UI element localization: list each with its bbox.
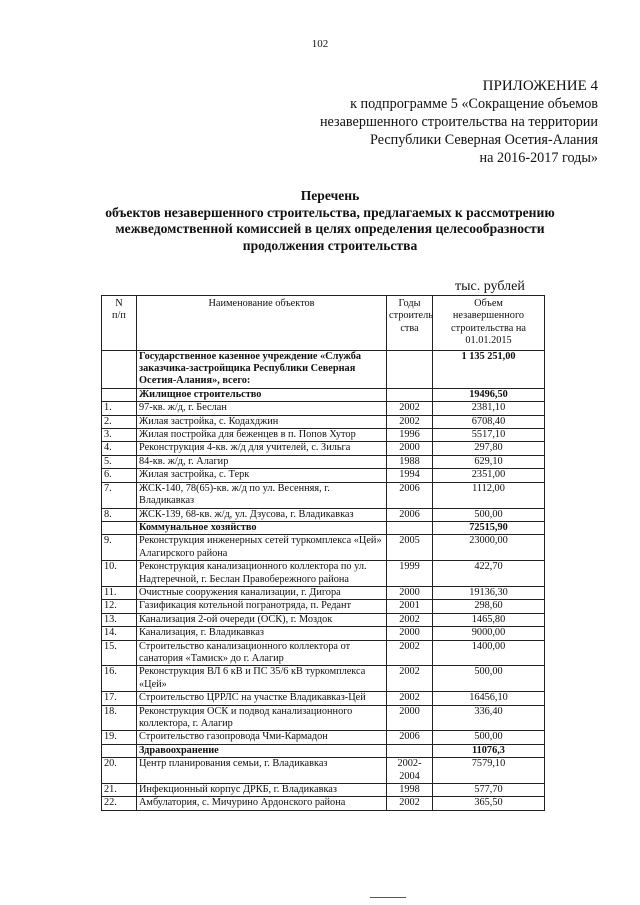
table-row bbox=[102, 535, 545, 561]
object-name: Реконструкция 4-кв. ж/д для учителей, с. Зильга bbox=[137, 442, 387, 455]
appendix-line: Республики Северная Осетия-Алания bbox=[369, 132, 598, 148]
object-name: Коммунальное хозяйство bbox=[137, 521, 387, 534]
header-number-text: N п/п bbox=[112, 298, 126, 322]
table-row bbox=[102, 586, 545, 599]
unfinished-volume: 1465,80 bbox=[433, 613, 545, 626]
table-row bbox=[102, 692, 545, 705]
construction-years: 1998 bbox=[387, 784, 433, 797]
page-number: 102 bbox=[311, 38, 329, 50]
table-row bbox=[102, 640, 545, 666]
header-years bbox=[387, 296, 433, 351]
heading-line: объектов незавершенного строительства, предлагаемых к рассмотрению bbox=[105, 204, 555, 220]
table-row bbox=[102, 469, 545, 482]
row-number: 13. bbox=[102, 613, 137, 626]
row-number: 15. bbox=[102, 640, 137, 666]
unfinished-volume: 298,60 bbox=[433, 600, 545, 613]
row-number bbox=[102, 744, 137, 757]
row-number: 19. bbox=[102, 731, 137, 744]
header-name-text: Наименование объектов bbox=[208, 298, 315, 309]
object-name: Амбулатория, с. Мичурино Ардонского района bbox=[137, 797, 387, 810]
object-name: Жилищное строительство bbox=[137, 388, 387, 401]
heading-line: продолжения строительства bbox=[242, 237, 418, 253]
appendix-line: незавершенного строительства на территории bbox=[319, 114, 598, 130]
document-heading bbox=[40, 188, 620, 254]
table-row bbox=[102, 744, 545, 757]
header-value bbox=[433, 296, 545, 351]
unfinished-volume: 5517,10 bbox=[433, 429, 545, 442]
appendix-title: ПРИЛОЖЕНИЕ 4 bbox=[482, 78, 598, 94]
construction-years: 2002- 2004 bbox=[387, 758, 433, 784]
unfinished-volume: 500,00 bbox=[433, 666, 545, 692]
construction-years: 2005 bbox=[387, 535, 433, 561]
table-row bbox=[102, 388, 545, 401]
object-name: Реконструкция ВЛ 6 кВ и ПС 35/6 кВ туркомплекса «Цей» bbox=[137, 666, 387, 692]
table-header-row bbox=[102, 296, 545, 351]
table-row bbox=[102, 521, 545, 534]
construction-years: 2000 bbox=[387, 442, 433, 455]
unfinished-volume: 629,10 bbox=[433, 455, 545, 468]
construction-years: 2000 bbox=[387, 627, 433, 640]
object-name: Государственное казенное учреждение «Служба заказчика-застройщика Республики Северная Осетия-Алания», всего: bbox=[137, 350, 387, 388]
row-number: 1. bbox=[102, 402, 137, 415]
object-name: Центр планирования семьи, г. Владикавказ bbox=[137, 758, 387, 784]
unfinished-volume: 577,70 bbox=[433, 784, 545, 797]
row-number: 17. bbox=[102, 692, 137, 705]
row-number: 6. bbox=[102, 469, 137, 482]
row-number: 21. bbox=[102, 784, 137, 797]
table-row bbox=[102, 797, 545, 810]
object-name: Инфекционный корпус ДРКБ, г. Владикавказ bbox=[137, 784, 387, 797]
object-name: Жилая постройка для беженцев в п. Попов Хутор bbox=[137, 429, 387, 442]
construction-years: 1988 bbox=[387, 455, 433, 468]
table-row bbox=[102, 561, 545, 587]
appendix-line: на 2016-2017 годы» bbox=[479, 150, 598, 166]
appendix-line: к подпрограмме 5 «Сокращение объемов bbox=[350, 96, 598, 112]
construction-years bbox=[387, 350, 433, 388]
row-number bbox=[102, 521, 137, 534]
unfinished-volume: 1112,00 bbox=[433, 482, 545, 508]
page-bottom-mark bbox=[370, 897, 406, 898]
row-number: 16. bbox=[102, 666, 137, 692]
unfinished-volume: 16456,10 bbox=[433, 692, 545, 705]
header-value-text: Объем незавершенного строительства на 01.01.2015 bbox=[451, 298, 526, 347]
unfinished-volume: 2351,00 bbox=[433, 469, 545, 482]
construction-years bbox=[387, 388, 433, 401]
table-row bbox=[102, 758, 545, 784]
unfinished-volume: 11076,3 bbox=[433, 744, 545, 757]
object-name: Жилая застройка, с. Терк bbox=[137, 469, 387, 482]
construction-years: 2000 bbox=[387, 705, 433, 731]
object-name: Жилая застройка, с. Кодахджин bbox=[137, 415, 387, 428]
row-number: 22. bbox=[102, 797, 137, 810]
table-row bbox=[102, 402, 545, 415]
table-row bbox=[102, 455, 545, 468]
unfinished-volume: 23000,00 bbox=[433, 535, 545, 561]
construction-years: 2002 bbox=[387, 666, 433, 692]
object-name: ЖСК-140, 78(65)-кв. ж/д по ул. Весенняя, г. Владикавказ bbox=[137, 482, 387, 508]
heading-line: межведомственной комиссией в целях определения целесообразности bbox=[115, 221, 545, 237]
object-name: Строительство газопровода Чми-Кармадон bbox=[137, 731, 387, 744]
construction-years: 2000 bbox=[387, 586, 433, 599]
construction-years: 2006 bbox=[387, 482, 433, 508]
unfinished-volume: 9000,00 bbox=[433, 627, 545, 640]
table-row bbox=[102, 600, 545, 613]
construction-years: 2002 bbox=[387, 613, 433, 626]
construction-years: 2002 bbox=[387, 692, 433, 705]
table-row bbox=[102, 705, 545, 731]
construction-years: 1996 bbox=[387, 429, 433, 442]
object-name: Канализация 2-ой очереди (ОСК), г. Моздок bbox=[137, 613, 387, 626]
header-years-text: Годы строитель ства bbox=[389, 298, 433, 334]
row-number: 18. bbox=[102, 705, 137, 731]
object-name: ЖСК-139, 68-кв. ж/д, ул. Дзусова, г. Владикавказ bbox=[137, 508, 387, 521]
row-number bbox=[102, 388, 137, 401]
heading-title: Перечень bbox=[300, 188, 360, 203]
unfinished-volume: 500,00 bbox=[433, 508, 545, 521]
objects-table bbox=[101, 295, 545, 811]
unfinished-volume: 500,00 bbox=[433, 731, 545, 744]
row-number: 4. bbox=[102, 442, 137, 455]
row-number: 11. bbox=[102, 586, 137, 599]
table-row bbox=[102, 613, 545, 626]
object-name: Реконструкция ОСК и подвод канализационного коллектора, г. Алагир bbox=[137, 705, 387, 731]
object-name: Здравоохранение bbox=[137, 744, 387, 757]
header-name bbox=[137, 296, 387, 351]
construction-years: 1994 bbox=[387, 469, 433, 482]
row-number: 9. bbox=[102, 535, 137, 561]
table-row bbox=[102, 482, 545, 508]
object-name: Очистные сооружения канализации, г. Дигора bbox=[137, 586, 387, 599]
row-number: 10. bbox=[102, 561, 137, 587]
row-number: 2. bbox=[102, 415, 137, 428]
object-name: 84-кв. ж/д, г. Алагир bbox=[137, 455, 387, 468]
object-name: Реконструкция инженерных сетей туркомплекса «Цей» Алагирского района bbox=[137, 535, 387, 561]
object-name: Строительство ЦРРЛС на участке Владикавказ-Цей bbox=[137, 692, 387, 705]
construction-years: 2006 bbox=[387, 731, 433, 744]
unfinished-volume: 1 135 251,00 bbox=[433, 350, 545, 388]
unfinished-volume: 297,80 bbox=[433, 442, 545, 455]
unfinished-volume: 336,40 bbox=[433, 705, 545, 731]
table-row bbox=[102, 429, 545, 442]
unfinished-volume: 72515,90 bbox=[433, 521, 545, 534]
unfinished-volume: 6708,40 bbox=[433, 415, 545, 428]
construction-years: 2006 bbox=[387, 508, 433, 521]
object-name: 97-кв. ж/д, г. Беслан bbox=[137, 402, 387, 415]
construction-years: 2001 bbox=[387, 600, 433, 613]
object-name: Канализация, г. Владикавказ bbox=[137, 627, 387, 640]
row-number: 5. bbox=[102, 455, 137, 468]
unfinished-volume: 19496,50 bbox=[433, 388, 545, 401]
row-number: 20. bbox=[102, 758, 137, 784]
row-number: 14. bbox=[102, 627, 137, 640]
units-label: тыс. рублей bbox=[455, 279, 525, 294]
table-row bbox=[102, 731, 545, 744]
table-row bbox=[102, 442, 545, 455]
table-row bbox=[102, 508, 545, 521]
appendix-block bbox=[320, 77, 598, 167]
construction-years: 2002 bbox=[387, 415, 433, 428]
row-number bbox=[102, 350, 137, 388]
table-row bbox=[102, 627, 545, 640]
unfinished-volume: 19136,30 bbox=[433, 586, 545, 599]
construction-years: 1999 bbox=[387, 561, 433, 587]
row-number: 8. bbox=[102, 508, 137, 521]
object-name: Реконструкция канализационного коллектора по ул. Надтеречной, г. Беслан Правобережного района bbox=[137, 561, 387, 587]
table-row bbox=[102, 415, 545, 428]
unfinished-volume: 1400,00 bbox=[433, 640, 545, 666]
unfinished-volume: 422,70 bbox=[433, 561, 545, 587]
construction-years: 2002 bbox=[387, 797, 433, 810]
row-number: 3. bbox=[102, 429, 137, 442]
row-number: 12. bbox=[102, 600, 137, 613]
table-row bbox=[102, 666, 545, 692]
unfinished-volume: 365,50 bbox=[433, 797, 545, 810]
unfinished-volume: 2381,10 bbox=[433, 402, 545, 415]
object-name: Строительство канализационного коллектора от санатория «Тамиск» до г. Алагир bbox=[137, 640, 387, 666]
header-number bbox=[102, 296, 137, 351]
unfinished-volume: 7579,10 bbox=[433, 758, 545, 784]
construction-years bbox=[387, 521, 433, 534]
construction-years bbox=[387, 744, 433, 757]
construction-years: 2002 bbox=[387, 402, 433, 415]
row-number: 7. bbox=[102, 482, 137, 508]
construction-years: 2002 bbox=[387, 640, 433, 666]
object-name: Газификация котельной погранотряда, п. Редант bbox=[137, 600, 387, 613]
table-row bbox=[102, 784, 545, 797]
table-row bbox=[102, 350, 545, 388]
